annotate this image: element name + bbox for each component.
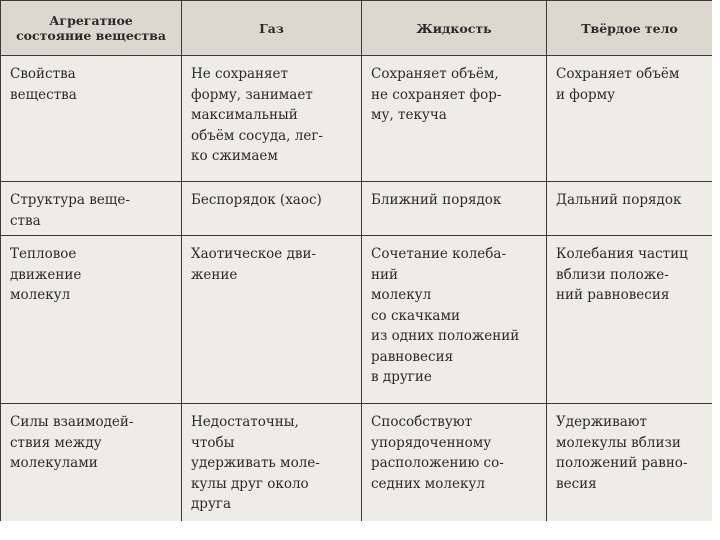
cell-text: Колебания частиц вблизи положе- ний равновесия [556, 246, 688, 303]
liquid-cell [362, 404, 547, 522]
row-label: Тепловое движение молекул [10, 246, 82, 303]
header-label: Жидкость [416, 20, 492, 36]
gas-cell [182, 56, 362, 182]
cell-text: Способствуют упорядоченному расположению со- седних молекул [371, 414, 504, 492]
header-cell-gas [182, 1, 362, 56]
header-label: Газ [259, 20, 284, 36]
header-cell-solid [547, 1, 713, 56]
solid-cell [547, 182, 713, 236]
solid-cell [547, 404, 713, 522]
liquid-cell [362, 182, 547, 236]
cell-text: Дальний порядок [556, 192, 682, 208]
header-label: Агрегатное состояние вещества [16, 13, 166, 43]
row-label-cell [1, 182, 182, 236]
row-label: Структура веще- ства [10, 192, 130, 229]
header-cell-state [1, 1, 182, 56]
header-row [1, 1, 713, 56]
gas-cell [182, 404, 362, 522]
cell-text: Хаотическое дви- жение [191, 246, 317, 283]
solid-cell [547, 56, 713, 182]
cell-text: Недостаточны, чтобы удерживать моле- кулы друг около друга [191, 414, 320, 512]
liquid-cell [362, 236, 547, 404]
header-label: Твёрдое тело [581, 20, 678, 36]
row-label-cell [1, 56, 182, 182]
row-label-cell [1, 404, 182, 522]
gas-cell [182, 182, 362, 236]
table-row [1, 56, 713, 182]
cell-text: Беспорядок (хаос) [191, 192, 322, 208]
row-label: Свойства вещества [10, 66, 77, 103]
header-cell-liquid [362, 1, 547, 56]
gas-cell [182, 236, 362, 404]
row-label-cell [1, 236, 182, 404]
cell-text: Сочетание колеба- ний молекул со скачками из одних положений равновесия в другие [371, 246, 520, 385]
cell-text: Ближний порядок [371, 192, 502, 208]
cell-text: Не сохраняет форму, занимает максимальный объём сосуда, лег- ко сжимаем [191, 66, 323, 164]
table-row [1, 404, 713, 522]
liquid-cell [362, 56, 547, 182]
cell-text: Удерживают молекулы вблизи положений равно- весия [556, 414, 688, 492]
table-row [1, 182, 713, 236]
solid-cell [547, 236, 713, 404]
row-label: Силы взаимодей- ствия между молекулами [10, 414, 134, 471]
table-row [1, 236, 713, 404]
cell-text: Сохраняет объём и форму [556, 66, 680, 103]
cell-text: Сохраняет объём, не сохраняет фор- му, текуча [371, 66, 502, 123]
